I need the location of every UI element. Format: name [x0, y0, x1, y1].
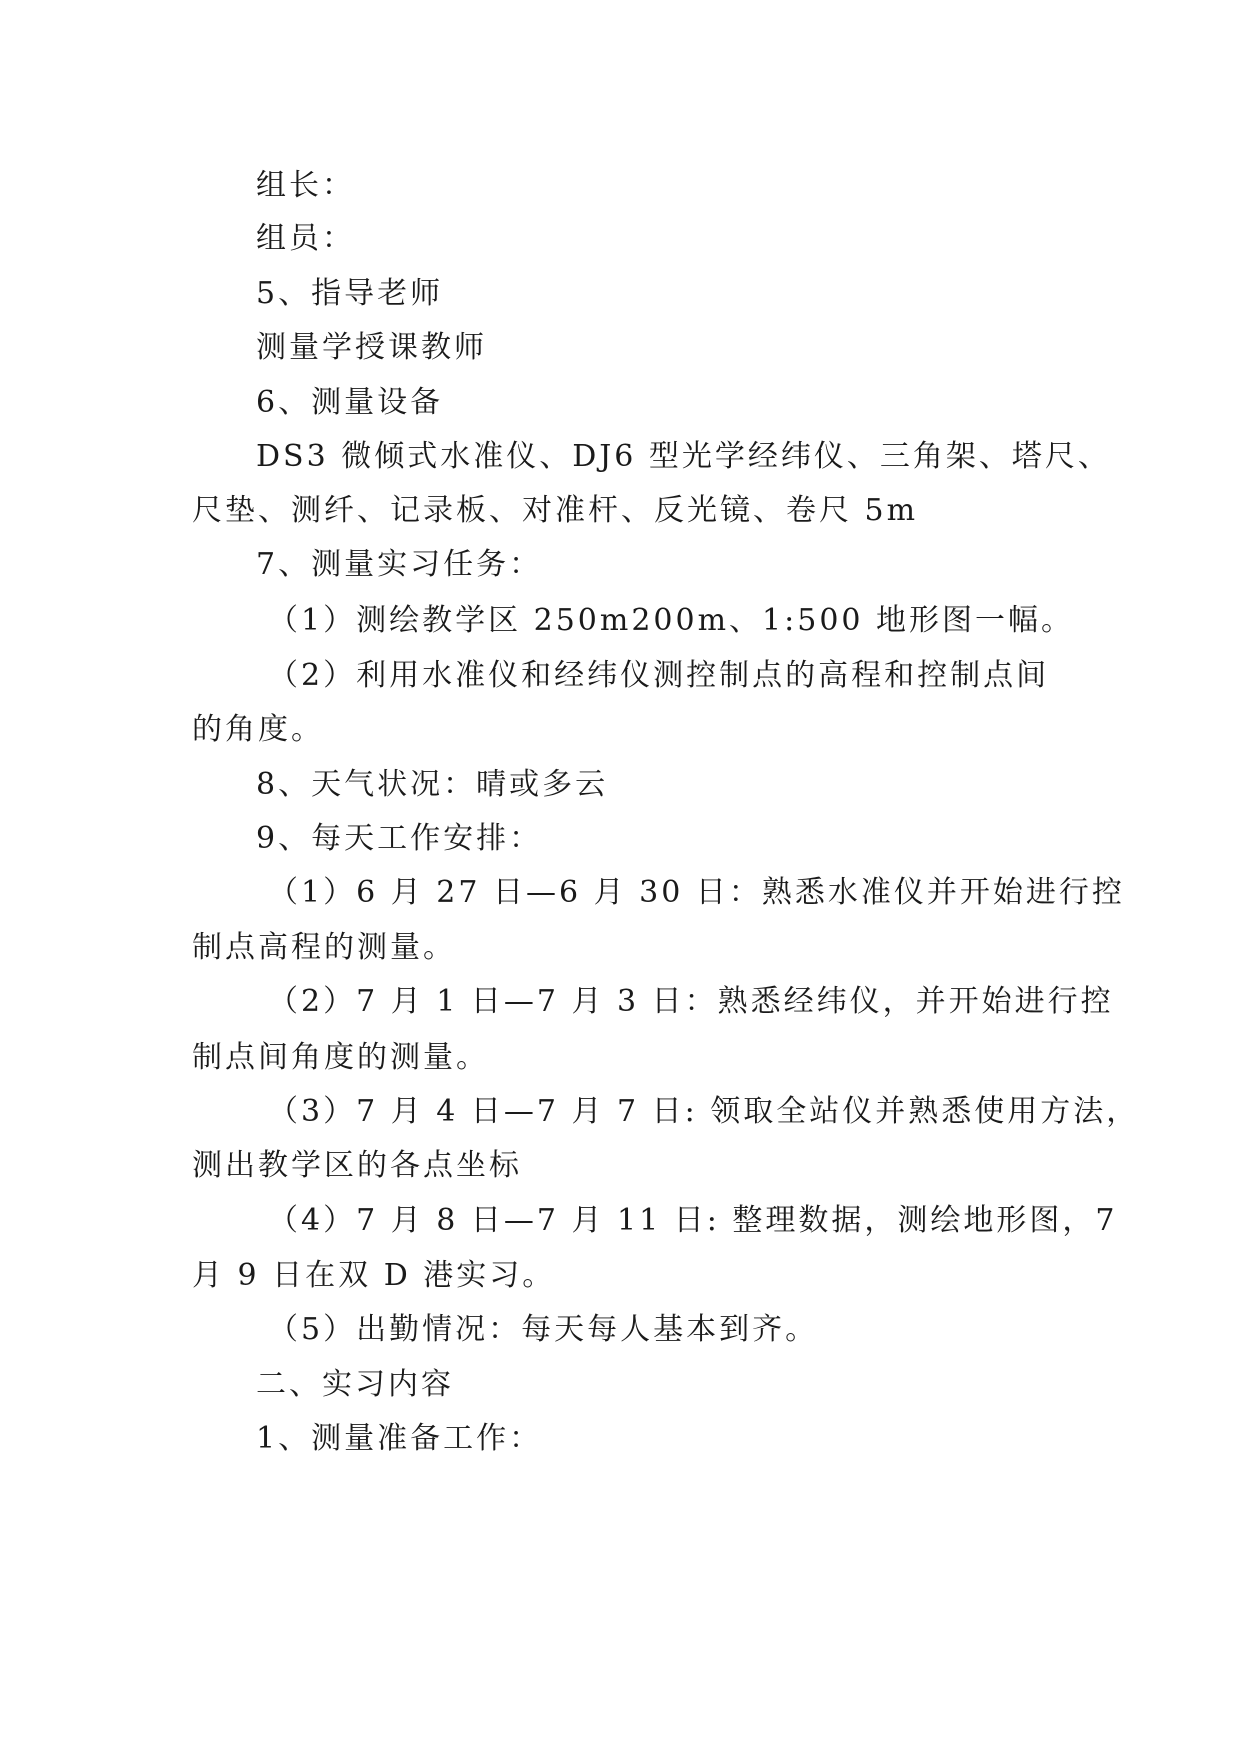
- text-line: （4）7 月 8 日—7 月 11 日: 整理数据，测绘地形图，7: [268, 1203, 1118, 1238]
- text-line: 1、测量准备工作：: [256, 1421, 543, 1456]
- text-line: 月 9 日在双 D 港实习。: [192, 1258, 556, 1293]
- text-line: （2）7 月 1 日—7 月 3 日：熟悉经纬仪，并开始进行控: [268, 984, 1114, 1019]
- text-line: 的角度。: [192, 712, 324, 747]
- text-line: （3）7 月 4 日—7 月 7 日: 领取全站仪并熟悉使用方法，: [268, 1094, 1140, 1129]
- text-line: 6、测量设备: [256, 385, 444, 420]
- text-line: 组员：: [256, 221, 355, 256]
- text-line: （1）6 月 27 日—6 月 30 日：熟悉水准仪并开始进行控: [268, 875, 1125, 910]
- text-line: （5）出勤情况：每天每人基本到齐。: [268, 1312, 819, 1347]
- text-line: 5、指导老师: [256, 276, 444, 311]
- text-line: 尺垫、测纤、记录板、对准杆、反光镜、卷尺 5m: [192, 493, 919, 528]
- text-line: 9、每天工作安排：: [256, 821, 543, 856]
- text-line: 二、实习内容: [256, 1367, 454, 1402]
- text-line: 测出教学区的各点坐标: [192, 1148, 522, 1183]
- text-line: 8、天气状况：晴或多云: [256, 767, 609, 802]
- text-line: （1）测绘教学区 250m200m、1:500 地形图一幅。: [268, 603, 1075, 638]
- text-line: 制点高程的测量。: [192, 930, 456, 965]
- text-line: 制点间角度的测量。: [192, 1040, 489, 1075]
- text-line: 7、测量实习任务：: [256, 547, 543, 582]
- text-line: DS3 微倾式水准仪、DJ6 型光学经纬仪、三角架、塔尺、: [256, 439, 1111, 474]
- text-line: 组长：: [256, 168, 355, 203]
- text-line: 测量学授课教师: [256, 330, 487, 365]
- text-line: （2）利用水准仪和经纬仪测控制点的高程和控制点间: [268, 658, 1050, 693]
